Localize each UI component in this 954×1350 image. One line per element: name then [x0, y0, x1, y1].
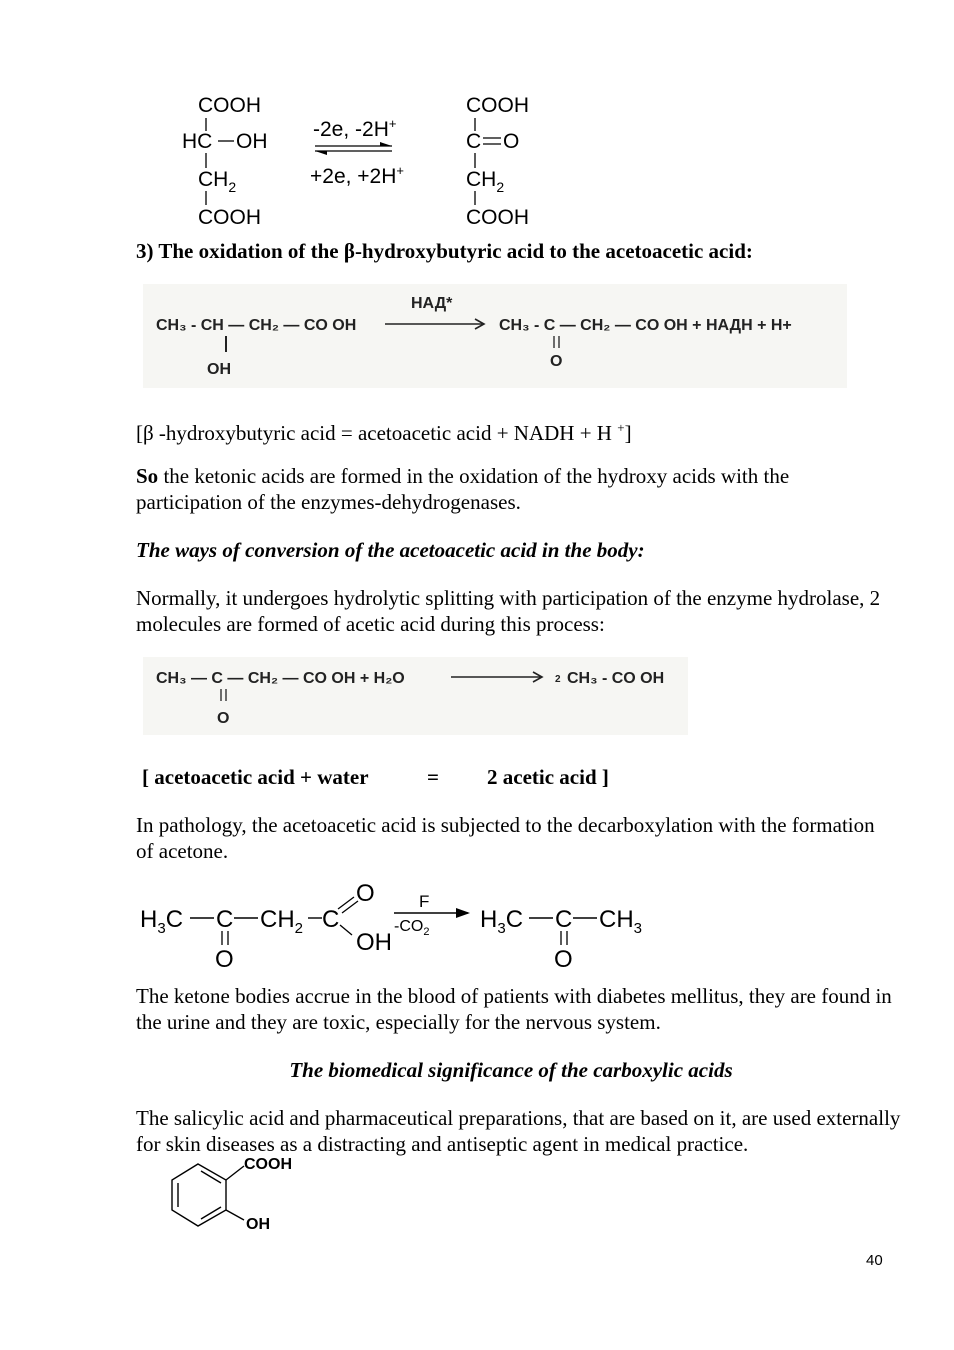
paragraph-ketone-bodies: The ketone bodies accrue in the blood of patients with diabetes mellitus, they are found in the urine and they are toxic, especially for the nervous system. [136, 984, 892, 1034]
left-top-cooh: COOH [198, 94, 261, 117]
catalyst-nad: НАД* [411, 295, 453, 312]
hydrolysis-scheme-panel [143, 657, 688, 735]
equation-hydroxybutyric: [β -hydroxybutyric acid = acetoacetic acid + NADH + H +] [136, 420, 632, 445]
carbonyl-o: O [215, 946, 234, 973]
right-ch2: $CH_2$ [466, 168, 505, 195]
equation-hydrolysis: [ acetoacetic acid + water = 2 acetic acid ] [142, 765, 609, 789]
reactant-oh: OH [207, 361, 231, 378]
h3c-left: $H_3C$ [140, 906, 184, 937]
paragraph-normally: Normally, it undergoes hydrolytic splitting with participation of the enzyme hydrolase, 2 molecules are formed of acetic acid during this process: [136, 586, 881, 636]
acetone-ch3: $CH_3$ [599, 906, 643, 937]
left-hc: HC [182, 130, 213, 153]
reactant-o: O [217, 710, 230, 727]
salicylic-acid-structure [160, 1150, 320, 1240]
right-bottom-cooh: COOH [466, 206, 529, 229]
arrow-back-label: +2e, +2H+ [310, 163, 404, 188]
carboxyl-o: O [356, 880, 375, 907]
hydroxybutyric-scheme-panel [143, 284, 847, 388]
carboxyl-c: C [322, 906, 340, 933]
hydrolysis-scheme [143, 657, 688, 735]
arrow-minus-co2: $-CO_2$ [394, 918, 430, 938]
left-ch2: $CH_2$ [198, 168, 237, 195]
acetone-h3c: $H_3C$ [480, 906, 524, 937]
paragraph-salicylic: The salicylic acid and pharmaceutical preparations, that are based on it, are used externally for skin diseases as a distracting and antiseptic agent in medical practice. [136, 1106, 901, 1156]
hydroxybutyric-scheme [143, 284, 847, 388]
right-top-cooh: COOH [466, 94, 529, 117]
heading-biomedical: The biomedical significance of the carboxylic acids [289, 1058, 733, 1082]
reactant-hydroxybutyric: CH₃ - CH — CH₂ — CO OH [156, 317, 357, 334]
paragraph-pathology: In pathology, the acetoacetic acid is subjected to the decarboxylation with the formation of acetone. [136, 813, 875, 863]
product-o: O [550, 353, 563, 370]
product-coefficient: 2 [555, 674, 561, 685]
acetone-c: C [555, 906, 573, 933]
salicylic-cooh: COOH [244, 1156, 292, 1173]
carboxyl-oh: OH [356, 929, 392, 956]
heading-oxidation-hydroxybutyric: 3) The oxidation of the β-hydroxybutyric acid to the acetoacetic acid: [136, 239, 753, 263]
reactant-acetoacetic-water: CH₃ — C — CH₂ — CO OH + H₂O [156, 670, 405, 687]
right-o: O [503, 130, 520, 153]
arrow-catalyst-f: F [419, 892, 430, 911]
arrow-forward-label: -2e, -2H+ [313, 116, 397, 141]
left-oh: OH [236, 130, 268, 153]
product-acetoacetic: CH₃ - C — CH₂ — CO OH + НАДН + Н+ [499, 317, 792, 334]
right-c: C [466, 130, 482, 153]
left-bottom-cooh: COOH [198, 206, 261, 229]
malate-oxaloacetate-scheme [170, 88, 570, 233]
salicylic-oh: OH [246, 1216, 270, 1233]
ch2-group: $CH_2$ [260, 906, 304, 937]
decarboxylation-scheme [136, 875, 676, 975]
product-acetic: CH₃ - CO OH [567, 670, 665, 687]
page-number: 40 [866, 1252, 883, 1269]
paragraph-so: So the ketonic acids are formed in the oxidation of the hydroxy acids with the participation of the enzymes-dehydrogenases. [136, 464, 790, 514]
carbonyl-c: C [216, 906, 234, 933]
acetone-o: O [554, 946, 573, 973]
heading-ways-conversion: The ways of conversion of the acetoacetic acid in the body: [136, 538, 645, 562]
